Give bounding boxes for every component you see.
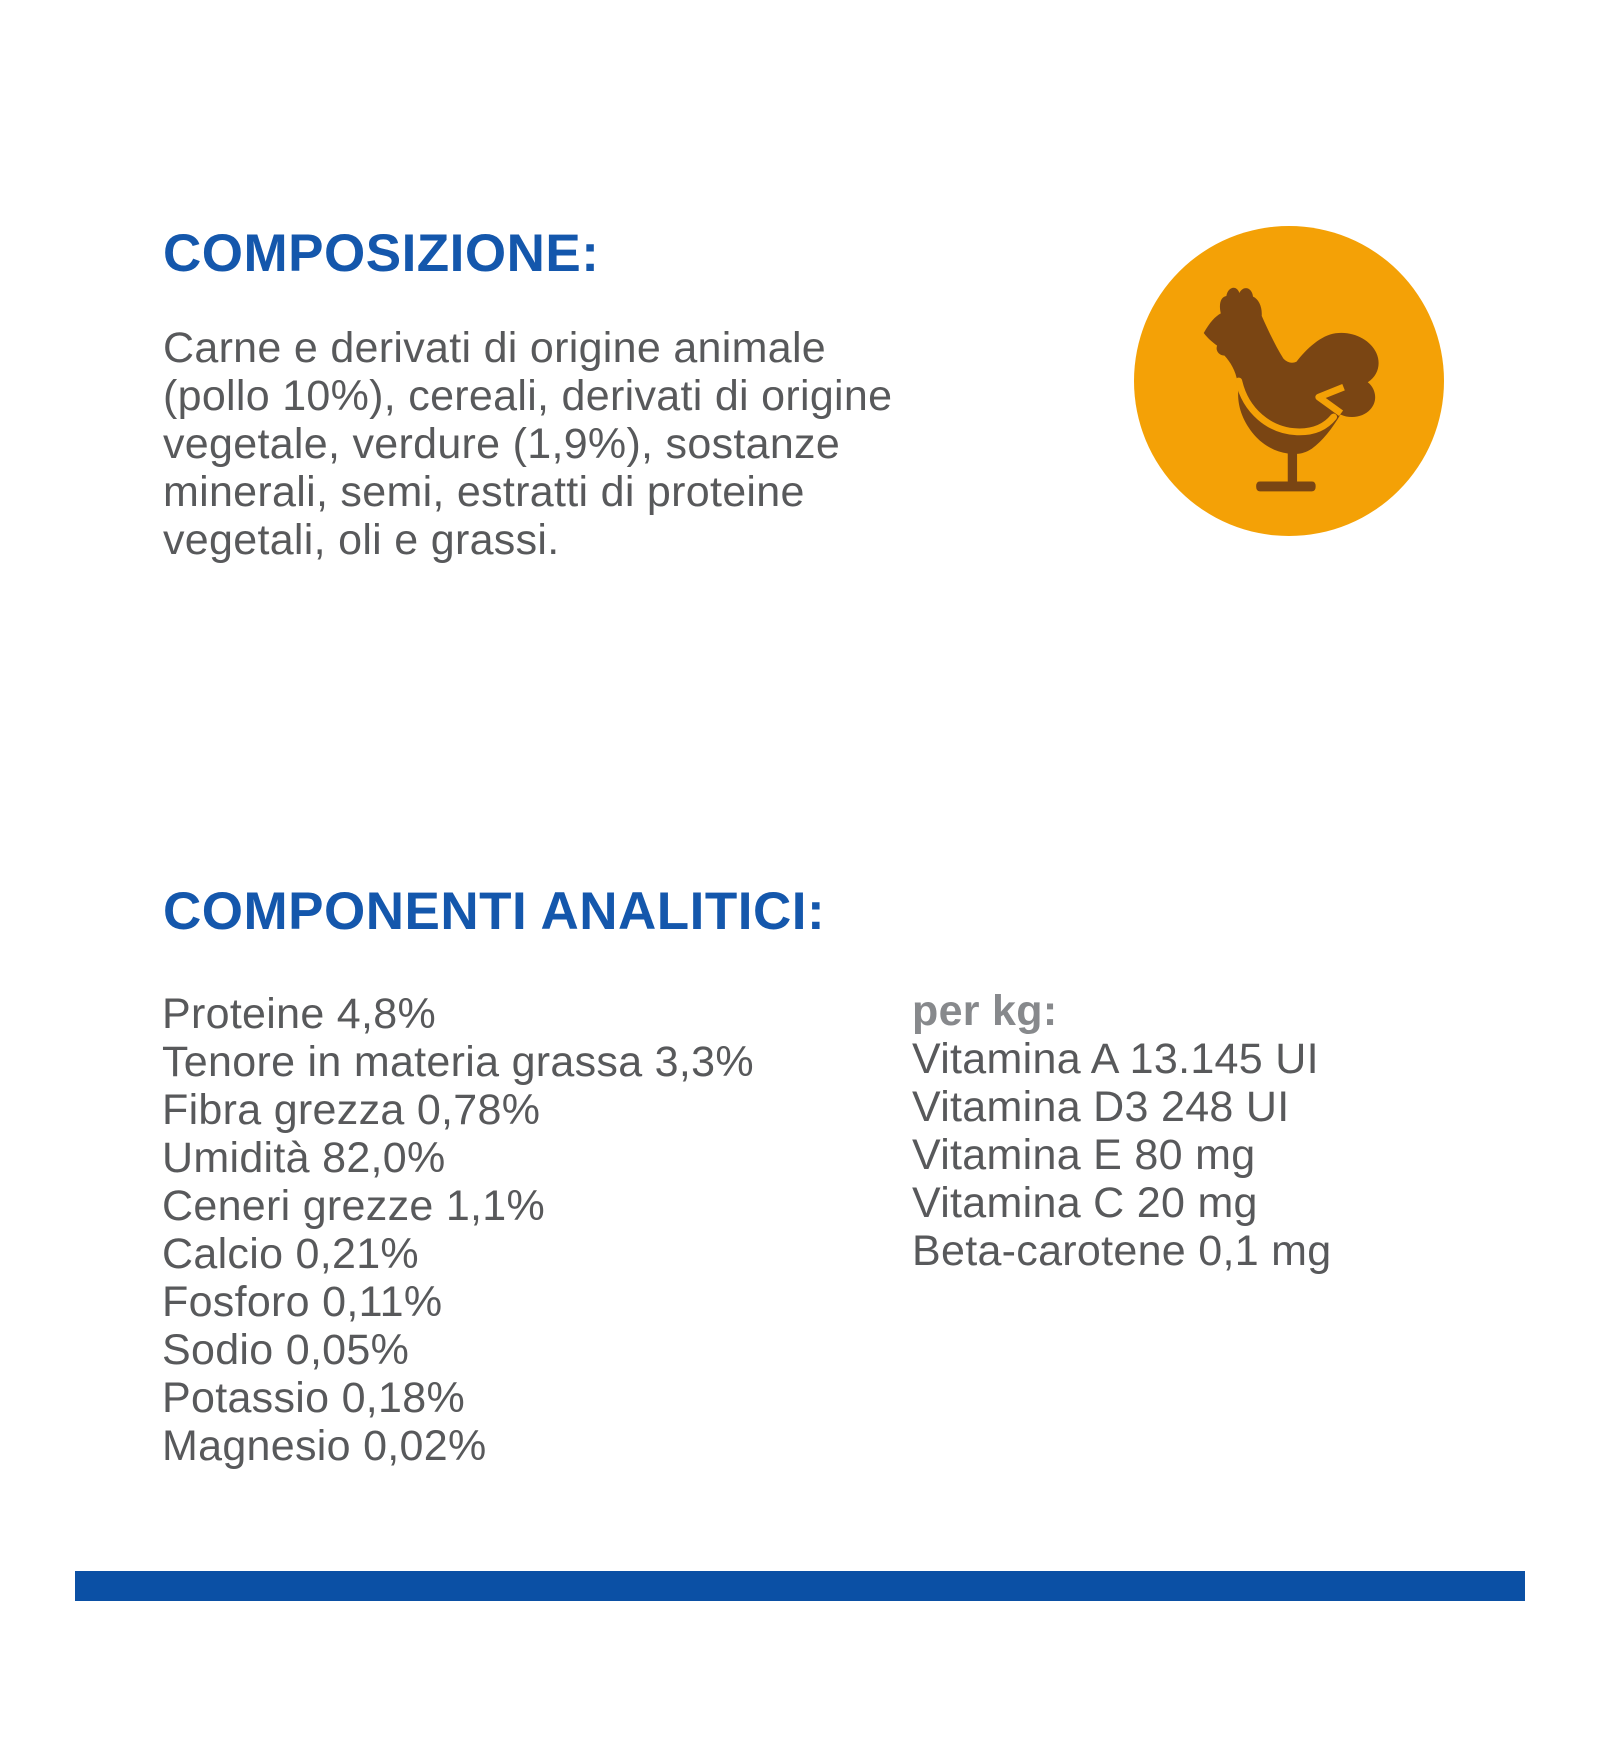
analytical-value-line: Fibra grezza 0,78% — [162, 1086, 541, 1134]
composition-line: Carne e derivati di origine animale — [163, 324, 827, 372]
per-kg-label: per kg: — [912, 987, 1058, 1035]
analytical-value-line: Calcio 0,21% — [162, 1230, 419, 1278]
vitamin-line: Vitamina E 80 mg — [912, 1131, 1256, 1179]
analytical-value-line: Sodio 0,05% — [162, 1326, 410, 1374]
analytical-value-line: Fosforo 0,11% — [162, 1278, 443, 1326]
per-kg-block — [912, 987, 1332, 1275]
vitamin-line: Vitamina D3 248 UI — [912, 1083, 1290, 1131]
analytical-heading: COMPONENTI ANALITICI: — [163, 882, 826, 941]
composition-line: vegetali, oli e grassi. — [163, 516, 560, 564]
vitamin-line: Vitamina A 13.145 UI — [912, 1035, 1319, 1083]
vitamin-list — [912, 1035, 1332, 1275]
analytical-value-line: Proteine 4,8% — [162, 990, 437, 1038]
composition-heading: COMPOSIZIONE: — [163, 224, 600, 283]
analytical-value-line: Tenore in materia grassa 3,3% — [162, 1038, 754, 1086]
analytical-value-line: Potassio 0,18% — [162, 1374, 465, 1422]
composition-line: (pollo 10%), cereali, derivati di origine — [163, 372, 893, 420]
chicken-icon — [1134, 226, 1444, 536]
vitamin-line: Beta-carotene 0,1 mg — [912, 1227, 1332, 1275]
composition-line: minerali, semi, estratti di proteine — [163, 468, 805, 516]
vitamin-line: Vitamina C 20 mg — [912, 1179, 1258, 1227]
analytical-value-line: Umidità 82,0% — [162, 1134, 446, 1182]
chicken-badge — [1134, 226, 1444, 536]
analytical-value-line: Ceneri grezze 1,1% — [162, 1182, 546, 1230]
composition-text — [163, 324, 892, 564]
bottom-accent-bar — [75, 1571, 1525, 1601]
analytical-values-list — [162, 990, 754, 1470]
composition-line: vegetale, verdure (1,9%), sostanze — [163, 420, 841, 468]
analytical-value-line: Magnesio 0,02% — [162, 1422, 487, 1470]
